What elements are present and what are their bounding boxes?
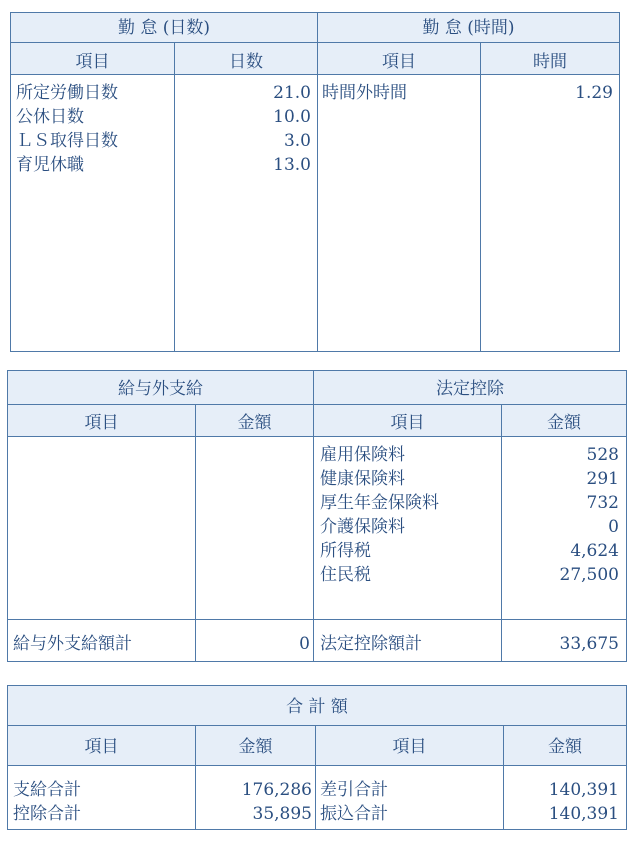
column-header-amount: 金額 (237, 413, 272, 433)
deductions-title: 法定控除 (436, 379, 504, 399)
deductions-total-label: 法定控除額計 (320, 634, 422, 654)
column-header-hours: 時間 (533, 52, 567, 72)
row-label: 介護保険料 (320, 517, 405, 537)
extra-pay-total-label: 給与外支給額計 (13, 634, 132, 654)
row-value: 27,500 (559, 565, 619, 585)
column-header-amount: 金額 (238, 737, 273, 757)
row-label: ＬＳ取得日数 (16, 131, 118, 151)
divider (480, 43, 481, 351)
column-header-item: 項目 (84, 737, 119, 757)
row-value: 732 (586, 493, 619, 513)
row-value: 1.29 (575, 83, 613, 103)
row-value: 4,624 (570, 541, 619, 561)
divider (501, 405, 502, 661)
extra-pay-total-value: 0 (299, 634, 310, 654)
row-value: 3.0 (283, 131, 311, 151)
row-label: 控除合計 (13, 804, 81, 824)
row-label: 所定労働日数 (16, 83, 118, 103)
row-label: 育児休職 (16, 155, 84, 175)
row-value: 0 (608, 517, 619, 537)
row-label: 公休日数 (16, 107, 84, 127)
row-label: 住民税 (320, 565, 371, 585)
row-value: 21.0 (273, 83, 311, 103)
column-header-item: 項目 (392, 737, 427, 757)
attendance-hours-title: 勤 怠 (時間) (422, 18, 515, 38)
row-value: 35,895 (252, 804, 312, 824)
column-header-item: 項目 (382, 52, 416, 72)
row-label: 所得税 (320, 541, 371, 561)
deductions-total-value: 33,675 (559, 634, 619, 654)
column-header-amount: 金額 (548, 737, 582, 757)
row-value: 140,391 (548, 804, 619, 824)
row-label: 厚生年金保険料 (320, 493, 439, 513)
row-value: 291 (586, 469, 619, 489)
column-header-item: 項目 (84, 413, 119, 433)
row-label: 時間外時間 (322, 83, 407, 103)
column-header-amount: 金額 (547, 413, 581, 433)
row-value: 140,391 (548, 780, 619, 800)
extra-pay-title: 給与外支給 (118, 379, 203, 399)
row-value: 10.0 (273, 107, 311, 127)
row-label: 振込合計 (320, 804, 388, 824)
row-label: 差引合計 (320, 780, 388, 800)
divider (8, 619, 626, 620)
column-header-item: 項目 (390, 413, 425, 433)
totals-title: 合 計 額 (286, 697, 348, 717)
row-label: 健康保険料 (320, 469, 405, 489)
divider (174, 43, 175, 351)
row-value: 13.0 (273, 155, 311, 175)
attendance-days-title: 勤 怠 (日数) (117, 18, 211, 38)
column-header-item: 項目 (75, 52, 110, 72)
row-label: 雇用保険料 (320, 445, 405, 465)
row-value: 176,286 (241, 780, 312, 800)
row-label: 支給合計 (13, 780, 81, 800)
column-header-days: 日数 (229, 52, 263, 72)
row-value: 528 (586, 445, 619, 465)
divider (195, 405, 196, 661)
